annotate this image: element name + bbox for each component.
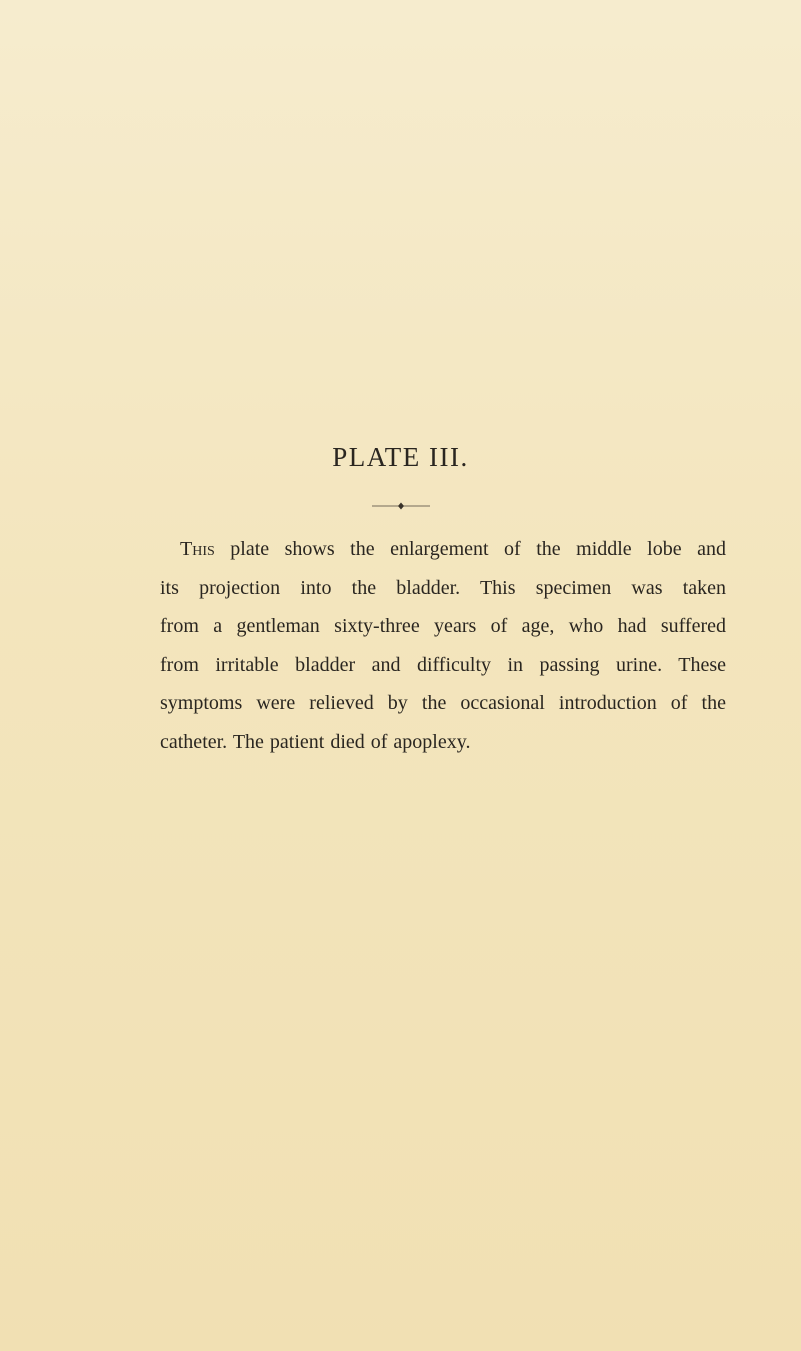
description-line-6: catheter. The patient died of apoplexy. [160,730,471,753]
description-line-5: symptoms were relieved by the occasional introduction of the [160,692,726,714]
description-line-1 [160,530,726,569]
plate-title: PLATE III. [332,442,469,472]
description-line-1-text: plate shows the enlargement of the middle lobe and [230,538,726,560]
description-line-3: from a gentleman sixty-three years of age, who had suffered [160,615,726,637]
lead-word: This [180,538,215,560]
plate-description [160,530,726,761]
diamond-rule-ornament-icon [370,498,432,514]
description-line-2: its projection into the bladder. This specimen was taken [160,576,726,599]
description-line-4: from irritable bladder and difficulty in passing urine. These [160,653,726,676]
